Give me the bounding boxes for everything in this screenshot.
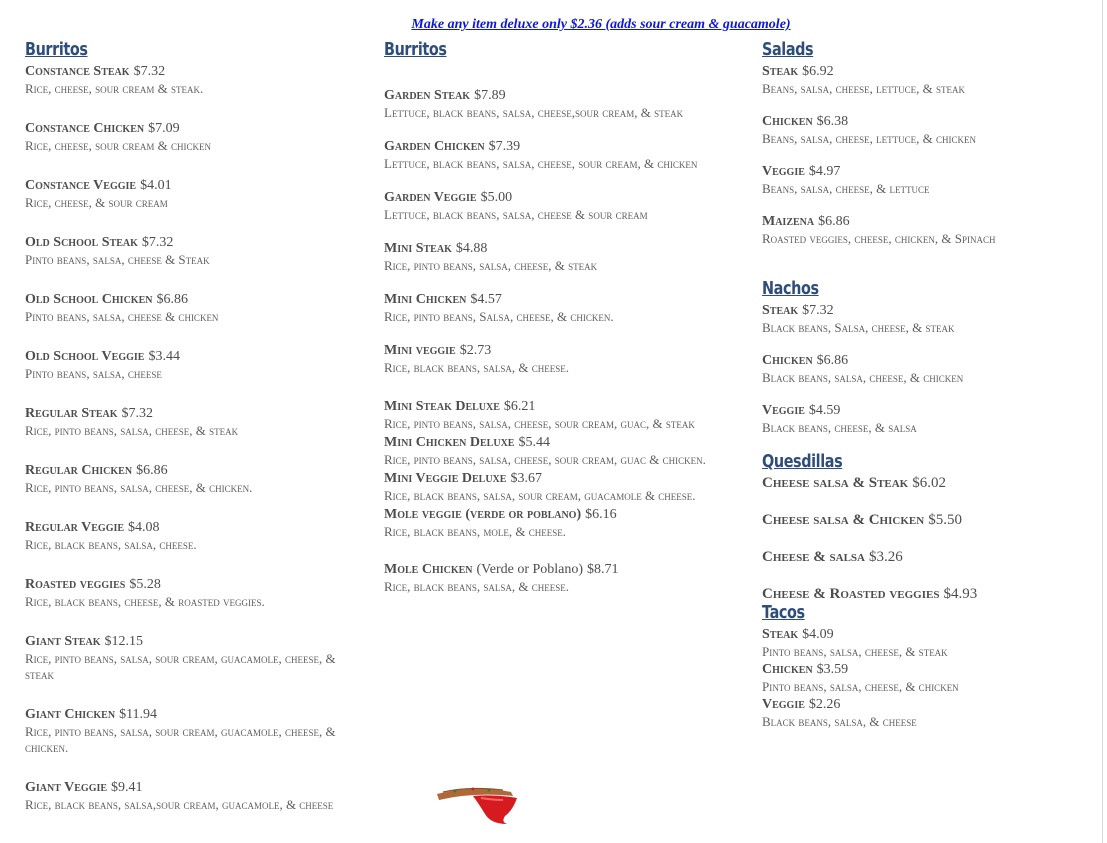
item-description: Rice, pinto beans, salsa, sour cream, guacamole, cheese, & steak (25, 651, 336, 682)
item-price: $7.39 (488, 139, 521, 154)
item-price: $6.92 (802, 64, 834, 79)
item-name: Regular Steak (25, 406, 118, 421)
item-name: Cheese salsa & Chicken (762, 512, 925, 528)
section-title-salads: Salads (762, 39, 814, 60)
item-variant: (Verde or Poblano) (476, 562, 584, 577)
item-name: Old School Steak (25, 235, 138, 250)
item-name: Garden Steak (384, 88, 471, 103)
item-price: $4.97 (808, 164, 841, 179)
left-column (25, 38, 355, 835)
menu-item-line (384, 560, 714, 579)
menu-item-line (384, 188, 714, 207)
menu-item (384, 505, 714, 540)
menu-item (762, 548, 1102, 567)
menu-item-line (762, 401, 1102, 420)
menu-item-line (762, 548, 1102, 567)
item-description: Black beans, salsa, & cheese (762, 714, 917, 729)
menu-item-line (384, 505, 714, 524)
menu-item-line (384, 86, 714, 105)
menu-item-line (25, 461, 355, 480)
menu-item (25, 518, 355, 553)
item-price: $6.21 (503, 399, 536, 414)
item-description: Rice, black beans, salsa, cheese. (25, 537, 197, 552)
menu-item-line (384, 341, 714, 360)
menu-item-line (25, 575, 355, 594)
item-price: $5.44 (518, 435, 550, 450)
item-name: Garden Chicken (384, 139, 485, 154)
item-price: $4.88 (455, 241, 488, 256)
item-price: $6.86 (136, 463, 168, 478)
menu-item (762, 695, 1102, 730)
menu-item (25, 176, 355, 211)
menu-item-line (25, 518, 355, 537)
menu-item-line (384, 397, 714, 416)
menu-item-line (762, 62, 1102, 81)
menu-item-line (762, 301, 1102, 320)
item-price: $11.94 (119, 707, 158, 722)
menu-item (25, 62, 355, 97)
item-description: Black beans, salsa, cheese, & chicken (762, 370, 964, 385)
item-name: Giant Steak (25, 634, 101, 649)
right-column (762, 38, 1102, 730)
section-title-burritos: Burritos (25, 39, 88, 60)
item-description: Black beans, cheese, & salsa (762, 420, 917, 435)
menu-item (25, 290, 355, 325)
item-name: Chicken (762, 114, 813, 129)
item-name: Constance Chicken (25, 121, 145, 136)
menu-item (762, 62, 1102, 97)
menu-item (384, 137, 714, 172)
menu-item (762, 112, 1102, 147)
item-name: Chicken (762, 353, 813, 368)
menu-item (762, 301, 1102, 336)
item-price: $6.86 (816, 353, 849, 368)
item-name: Steak (762, 303, 799, 318)
item-description: Beans, salsa, cheese, lettuce, & chicken (762, 131, 977, 146)
item-price: $7.32 (141, 235, 174, 250)
page-border (1102, 0, 1103, 843)
item-price: $7.32 (121, 406, 154, 421)
item-price: $2.26 (808, 697, 841, 712)
item-price: $4.01 (140, 178, 172, 193)
item-description: Rice, pinto beans, salsa, sour cream, guacamole, cheese, & chicken. (25, 724, 336, 755)
menu-item-line (384, 290, 714, 309)
section-title-tacos: Tacos (762, 602, 805, 623)
item-name: Regular Chicken (25, 463, 133, 478)
menu-item-line (25, 347, 355, 366)
menu-item (25, 575, 355, 610)
menu-item-line (762, 695, 1102, 714)
item-price: $4.59 (808, 403, 841, 418)
item-price: $6.16 (585, 507, 617, 522)
item-name: Steak (762, 64, 799, 79)
item-name: Cheese salsa & Steak (762, 475, 909, 491)
menu-item (384, 560, 714, 595)
item-price: $4.09 (802, 627, 834, 642)
item-description: Rice, black beans, salsa, sour cream, guacamole & cheese. (384, 488, 696, 503)
menu-item-line (762, 511, 1102, 530)
menu-item-line (762, 660, 1102, 679)
menu-item (25, 347, 355, 382)
item-price: $6.86 (818, 214, 850, 229)
menu-item (25, 632, 355, 683)
item-name: Garden Veggie (384, 190, 477, 205)
item-description: Pinto beans, salsa, cheese (25, 366, 162, 381)
item-description: Rice, black beans, salsa, & cheese. (384, 579, 570, 594)
item-name: Mini Steak (384, 241, 452, 256)
item-price: $7.09 (148, 121, 180, 136)
item-description: Lettuce, black beans, salsa, cheese,sour cream, & steak (384, 105, 684, 120)
chili-pepper-icon (433, 778, 521, 826)
item-name: Mole veggie (verde or poblano) (384, 507, 582, 522)
item-description: Rice, pinto beans, salsa, cheese, & steak (25, 423, 239, 438)
item-description: Rice, pinto beans, Salsa, cheese, & chicken. (384, 309, 614, 324)
menu-item-line (25, 62, 355, 81)
section-title-nachos: Nachos (762, 278, 819, 299)
menu-item-line (762, 212, 1102, 231)
item-price: $7.32 (133, 64, 166, 79)
item-name: Giant Veggie (25, 780, 108, 795)
item-name: Mini Chicken (384, 292, 467, 307)
menu-item (384, 188, 714, 223)
menu-item-line (762, 474, 1102, 493)
section-title-burritos-2: Burritos (384, 39, 447, 60)
item-price: $5.50 (928, 512, 962, 528)
item-price: $3.26 (868, 549, 903, 565)
menu-item-line (762, 625, 1102, 644)
menu-item-line (384, 239, 714, 258)
menu-item-line (25, 705, 355, 724)
item-description: Rice, pinto beans, salsa, cheese, & steak (384, 258, 598, 273)
item-name: Veggie (762, 164, 805, 179)
menu-item (762, 474, 1102, 493)
menu-item (25, 705, 355, 756)
middle-column (384, 38, 714, 611)
item-price: $6.38 (816, 114, 849, 129)
item-price: $7.32 (802, 303, 834, 318)
item-price: $6.86 (156, 292, 188, 307)
item-description: Rice, cheese, sour cream & steak. (25, 81, 204, 96)
menu-item (25, 461, 355, 496)
menu-item-line (25, 119, 355, 138)
menu-item (25, 119, 355, 154)
item-name: Cheese & salsa (762, 549, 865, 565)
item-name: Constance Veggie (25, 178, 137, 193)
item-price: $8.71 (587, 562, 619, 577)
item-description: Rice, black beans, salsa,sour cream, guacamole, & cheese (25, 797, 334, 812)
item-description: Black beans, Salsa, cheese, & steak (762, 320, 955, 335)
menu-item-line (25, 632, 355, 651)
item-name: Roasted veggies (25, 577, 126, 592)
item-description: Rice, black beans, mole, & cheese. (384, 524, 567, 539)
item-name: Old School Veggie (25, 349, 145, 364)
item-name: Mini Steak Deluxe (384, 399, 500, 414)
menu-item (384, 290, 714, 325)
menu-item-line (384, 469, 714, 488)
item-description: Beans, salsa, cheese, lettuce, & steak (762, 81, 966, 96)
item-name: Maizena (762, 214, 815, 229)
item-price: $5.00 (480, 190, 513, 205)
menu-item (762, 660, 1102, 695)
menu-item (762, 212, 1102, 247)
item-price: $3.67 (510, 471, 542, 486)
item-name: Steak (762, 627, 799, 642)
item-name: Mole Chicken (384, 562, 473, 577)
menu-item-line (25, 290, 355, 309)
menu-item (384, 341, 714, 376)
item-name: Regular Veggie (25, 520, 125, 535)
menu-item (384, 86, 714, 121)
menu-item (762, 625, 1102, 660)
menu-item (762, 162, 1102, 197)
menu-item (762, 511, 1102, 530)
item-name: Old School Chicken (25, 292, 153, 307)
menu-item-line (384, 137, 714, 156)
item-description: Rice, pinto beans, salsa, cheese, sour cream, guac, & steak (384, 416, 695, 431)
menu-item-line (762, 351, 1102, 370)
item-price: $4.08 (128, 520, 160, 535)
item-description: Rice, black beans, salsa, & cheese. (384, 360, 570, 375)
item-name: Constance Steak (25, 64, 130, 79)
item-description: Rice, cheese, sour cream & chicken (25, 138, 212, 153)
item-description: Pinto beans, salsa, cheese & chicken (25, 309, 219, 324)
item-description: Rice, cheese, & sour cream (25, 195, 168, 210)
item-price: $3.44 (148, 349, 180, 364)
menu-item-line (762, 162, 1102, 181)
menu-item (384, 469, 714, 504)
item-price: $3.59 (816, 662, 849, 677)
item-description: Rice, pinto beans, salsa, cheese, sour cream, guac & chicken. (384, 452, 706, 467)
item-name: Veggie (762, 697, 805, 712)
menu-item (762, 351, 1102, 386)
menu-item (25, 233, 355, 268)
item-description: Rice, pinto beans, salsa, cheese, & chicken. (25, 480, 253, 495)
item-description: Pinto beans, salsa, cheese, & steak (762, 644, 948, 659)
item-name: Mini Veggie Deluxe (384, 471, 507, 486)
item-price: $9.41 (111, 780, 143, 795)
menu-item-line (25, 778, 355, 797)
menu-item (25, 404, 355, 439)
item-description: Pinto beans, salsa, cheese, & chicken (762, 679, 959, 694)
menu-item (384, 397, 714, 432)
menu-item-line (384, 433, 714, 452)
menu-item-line (25, 233, 355, 252)
item-description: Lettuce, black beans, salsa, cheese, sour cream, & chicken (384, 156, 698, 171)
item-description: Roasted veggies, cheese, chicken, & Spinach (762, 231, 996, 246)
menu-item (384, 433, 714, 468)
menu-item (384, 239, 714, 274)
menu-item (25, 778, 355, 813)
item-name: Veggie (762, 403, 805, 418)
menu-item-line (25, 404, 355, 423)
item-price: $12.15 (104, 634, 144, 649)
item-price: $4.57 (470, 292, 502, 307)
item-name: Cheese & Roasted veggies (762, 586, 940, 602)
menu-item-line (762, 112, 1102, 131)
item-price: $2.73 (459, 343, 492, 358)
deluxe-banner: Make any item deluxe only $2.36 (adds sour cream & guacamole) (411, 17, 791, 32)
item-description: Pinto beans, salsa, cheese & Steak (25, 252, 210, 267)
item-price: $4.93 (943, 586, 978, 602)
item-name: Mini Chicken Deluxe (384, 435, 515, 450)
item-name: Giant Chicken (25, 707, 116, 722)
section-title-quesadillas: Quesdillas (762, 451, 843, 472)
menu-item-line (25, 176, 355, 195)
item-price: $5.28 (129, 577, 161, 592)
item-price: $6.02 (912, 475, 946, 491)
item-price: $7.89 (474, 88, 506, 103)
item-name: Mini veggie (384, 343, 456, 358)
item-name: Chicken (762, 662, 813, 677)
item-description: Lettuce, black beans, salsa, cheese & sour cream (384, 207, 648, 222)
item-description: Beans, salsa, cheese, & lettuce (762, 181, 930, 196)
menu-item (762, 401, 1102, 436)
item-description: Rice, black beans, cheese, & roasted veggies. (25, 594, 265, 609)
